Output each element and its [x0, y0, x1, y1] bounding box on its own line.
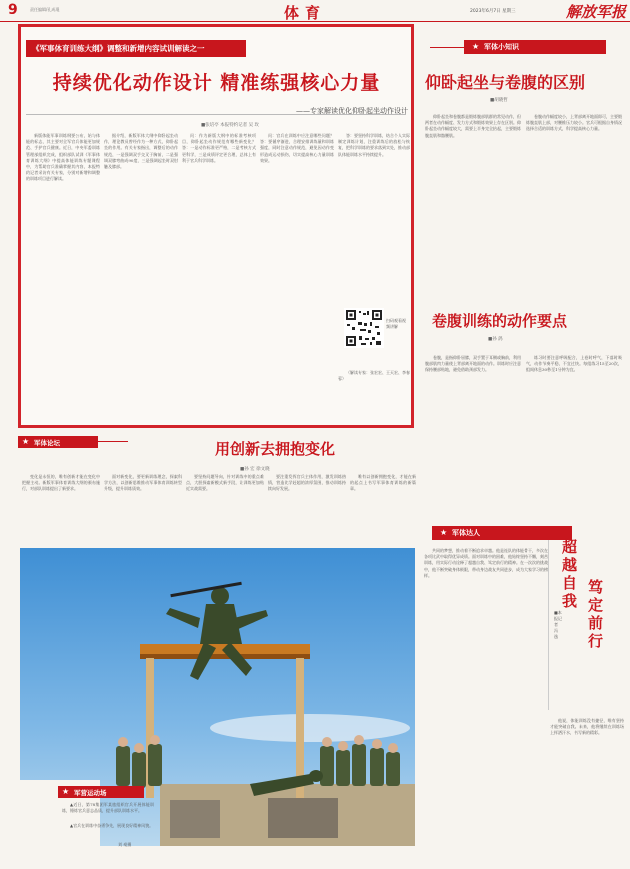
feature-headline: 持续优化动作设计 精准练强核心力量 [52, 72, 381, 94]
feature-subtitle: ——专家解读优化仰卧起坐动作设计 [296, 107, 408, 115]
feature-kicker: 《军事体育训练大纲》调整和新增内容试训解读之一 [26, 40, 246, 57]
forum-column-2: 面对新变化，要更新训练理念，探索科学方法，以创新思维推动军事体育训练转型升级，提升训练质效。 [104, 474, 182, 492]
divider [98, 441, 128, 442]
feature-experts: （解读专家：张宏宏、王天宏、李春蓉） [338, 370, 410, 382]
feature-byline: ■张培亭 本报特约记者 吴 玫 [200, 123, 260, 128]
forum-column-5: 唯有以创新拥抱变化，才能在新的起点上书写军事体育训练的新篇章。 [350, 474, 416, 492]
knowledge-banner-label: 军体小知识 [484, 42, 519, 51]
abs-author: ■孙 鸽 [488, 337, 503, 342]
section-name: 体育 [284, 4, 327, 22]
people-banner-label: 军体达人 [452, 528, 480, 537]
feature-column-1: 新版体能军事训练纲要公布，始与体能的标志，其主要对全军官兵体能更加规范、手护官兵健康。近日，中央军委训练管理部组织完成，组织部队试训《军事体育训练大纲》中提高体能训练专题课程中，为帮助官兵准确掌握其内容，本报特约记者采访有关专家，分别对新增和调整的训练项目进行解读。 [26, 133, 100, 182]
abs-headline: 卷腹训练的动作要点 [432, 312, 568, 330]
paper-logo: 解放军报 [566, 3, 627, 21]
feature-column-4: 问：官兵在训练中应注意哪些问题？答：要循序渐进，合理安排训练量和训练强度，同时注意动作规范，避免因动作变形造成运动损伤，切实提高核心力量训练效果。 [260, 133, 334, 163]
knowledge-column-1: 仰卧起坐和卷腹都是锻炼腹部肌群的常见动作，但两者在动作幅度、发力方式和锻炼效果上存在区别。仰卧起坐动作幅度较大，需要上半身完全抬起，主要锻炼腹直肌和髂腰肌。 [425, 114, 521, 138]
forum-column-4: 要注重发挥官兵主体作用，激发训练热情，营造比学赶超的浓厚氛围，推动训练持续向好发展。 [268, 474, 346, 492]
divider [430, 47, 464, 48]
star-icon: ★ [62, 787, 70, 796]
photo-caption-1: ▲近日，第78集团军某旅组织官兵开展体能训练，锤炼官兵意志品质，提升部队训练水平。 [62, 802, 154, 814]
people-byline: ■本报记者 冯 逸 [554, 610, 562, 639]
date-line: 2023年6月7日 星期三 [470, 9, 516, 14]
star-icon: ★ [440, 528, 448, 537]
people-headline-1: 超越自我 [562, 538, 578, 610]
forum-headline: 用创新去拥抱变化 [214, 440, 335, 458]
qr-code-icon[interactable] [344, 308, 384, 348]
knowledge-column-2: 卷腹动作幅度较小，上背部离开地面即可，主要锻炼腹直肌上部，对腰椎压力较小。官兵可根据自身情况选择合适的训练方式，科学提高核心力量。 [526, 114, 622, 132]
feature-column-2: 据介绍，新版军体大纲中仰卧起坐动作，理论教员曾经作为一种方式，仰卧起坐的作用。有关专家指出，调整后的动作规范，一是强调双手交叉于胸前，二是强调双膝弯曲成90度，三是强调起坐时双肘触及膝部。 [104, 133, 178, 170]
divider [548, 540, 549, 710]
knowledge-headline: 仰卧起坐与卷腹的区别 [425, 73, 586, 92]
people-headline-2: 笃定前行 [588, 578, 604, 650]
forum-author: ■孙 宏 徐文晓 [240, 467, 270, 472]
people-column-1: 共同的梦想，推动着不断追求卓越。他是连队的体能骨干，多次在各项比武中取得优异成绩。面对训练中的困难，他始终坚持不懈，刻苦训练，用实际行动诠释了超越自我、笃定前行的精神。在一次次的挑战中，他不断突破身体极限，带动身边战友共同进步，成为大家学习的榜样。 [424, 548, 548, 578]
sport-banner-label: 军营运动场 [74, 789, 107, 797]
abs-column-2: 练习时要注意呼吸配合，上卷时呼气，下落时吸气，动作节奏平稳，不宜过快。每组练习15至20次，组间休息30秒至1分钟为宜。 [526, 355, 622, 373]
knowledge-author: ■胡晓哲 [490, 98, 508, 103]
forum-column-1: 变化是永恒的，唯有创新才能在变化中把握主动。新版军事体育训练大纲的颁布施行，对部队训练提出了新要求。 [22, 474, 100, 492]
editor-line: 责任编辑/孔成琨 [30, 7, 60, 12]
forum-banner-label: 军体论坛 [34, 439, 60, 447]
photo-credit: 刘 燊摄 [118, 842, 132, 847]
abs-column-1: 卷腹，是指仰卧屈膝，双手置于耳侧或胸前，利用腹部肌肉力量使上背部离开地面的动作。训练时应注意保持腰部贴地，避免借助颈部发力。 [425, 355, 521, 373]
forum-column-3: 要坚持问题导向，针对训练中的重点难点，大胆探索新模式新手段，让训练更加贴近实战需要。 [186, 474, 264, 492]
page-number: 9 [8, 2, 18, 18]
star-icon: ★ [472, 42, 480, 51]
feature-column-3: 问：作为新版大纲中的标准考核项目，仰卧起坐动作规范有哪些新变化？答：一是动作标准更严格，二是考核方式更科学，三是成绩评定更合理，总体上有利于官兵科学训练。 [182, 133, 256, 163]
photo-caption-2: ▲官兵在训练中奋勇争先，展现良好精神风貌。 [70, 823, 154, 828]
star-icon: ★ [22, 437, 30, 446]
people-column-2: 他说，体能训练没有捷径，唯有坚持才能突破自我。未来，他将继续在训练场上挥洒汗水，书写新的精彩。 [550, 718, 624, 736]
feature-column-5: 答：要坚持科学训练，结合个人实际制定训练计划，注重训练后的放松与恢复，把科学训练的要求落到实处，推动部队体能训练水平持续提升。 [338, 133, 410, 157]
qr-label: 扫码观看视频讲解 [386, 318, 406, 329]
